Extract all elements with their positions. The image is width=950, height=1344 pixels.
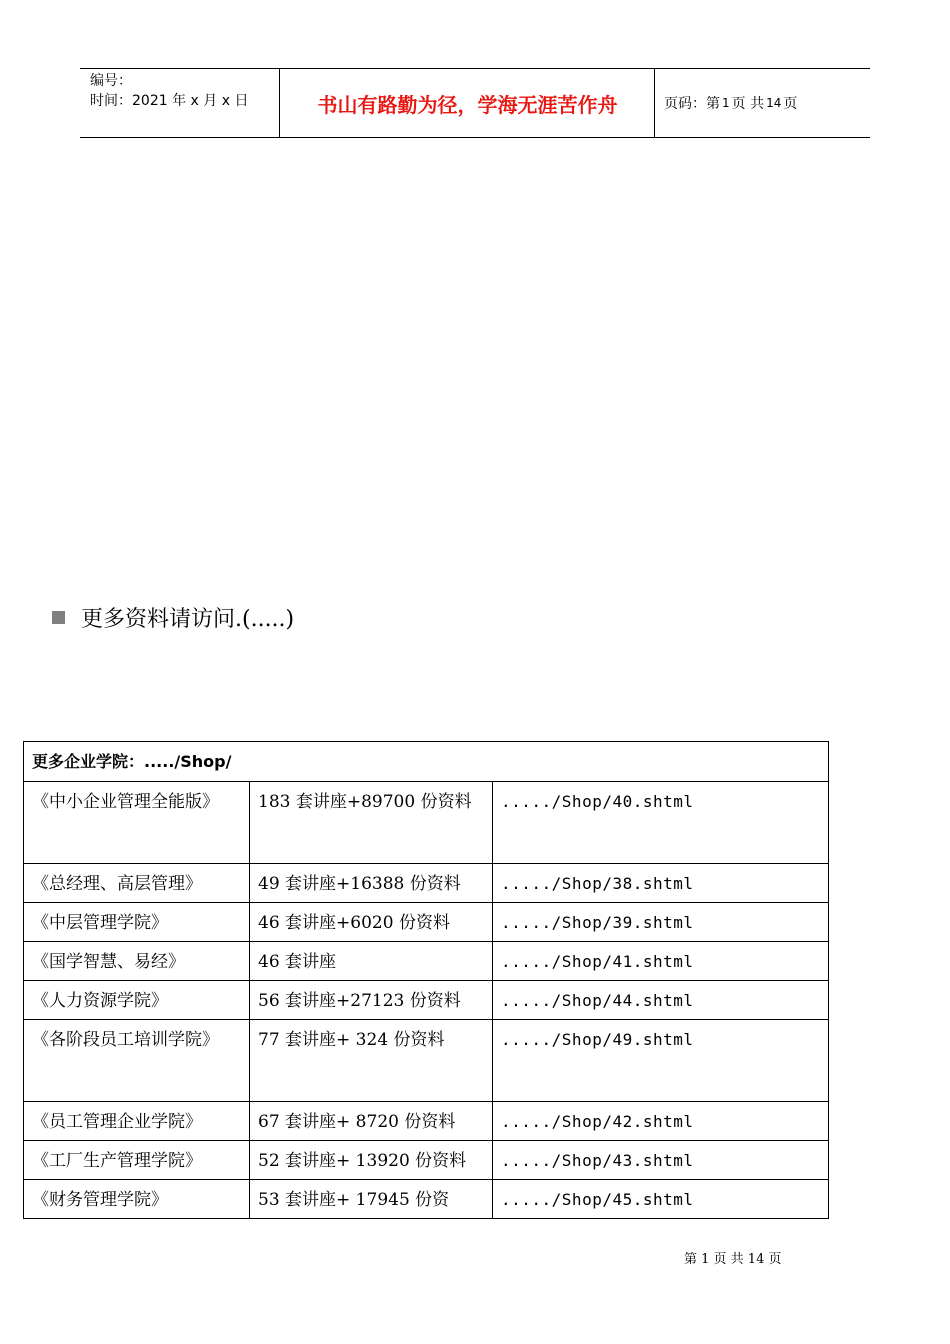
academy-count: 52 套讲座+ 13920 份资料 <box>250 1141 493 1180</box>
page-footer: 第 1 页 共 14 页 <box>684 1252 782 1267</box>
table-row <box>24 782 829 864</box>
academy-url[interactable]: ...../Shop/42.shtml <box>493 1102 829 1141</box>
page-suffix: 页 <box>783 96 798 112</box>
academy-url[interactable]: ...../Shop/49.shtml <box>493 1020 829 1102</box>
academy-count: 56 套讲座+27123 份资料 <box>250 981 493 1020</box>
table-row <box>24 1180 829 1219</box>
academy-name: 《工厂生产管理学院》 <box>24 1141 250 1180</box>
table-row <box>24 1141 829 1180</box>
table-row <box>24 981 829 1020</box>
academy-name: 《中层管理学院》 <box>24 903 250 942</box>
time-label: 时间：2021 年 x 月 x 日 <box>90 93 249 109</box>
academy-name: 《国学智慧、易经》 <box>24 942 250 981</box>
page-indicator <box>655 69 870 137</box>
table-row <box>24 864 829 903</box>
academy-name: 《员工管理企业学院》 <box>24 1102 250 1141</box>
number-label: 编号： <box>90 73 132 89</box>
academy-name: 《人力资源学院》 <box>24 981 250 1020</box>
academy-url[interactable]: ...../Shop/41.shtml <box>493 942 829 981</box>
academy-url[interactable]: ...../Shop/38.shtml <box>493 864 829 903</box>
page-number: 1 <box>722 96 730 110</box>
academy-count: 183 套讲座+89700 份资料 <box>250 782 493 864</box>
page-mid: 页 共 <box>731 96 765 112</box>
academy-url[interactable]: ...../Shop/43.shtml <box>493 1141 829 1180</box>
academy-name: 《各阶段员工培训学院》 <box>24 1020 250 1102</box>
academy-url[interactable]: ...../Shop/45.shtml <box>493 1180 829 1219</box>
table-row <box>24 942 829 981</box>
page-prefix: 页码：第 <box>664 96 720 112</box>
academy-count: 46 套讲座 <box>250 942 493 981</box>
academy-name: 《中小企业管理全能版》 <box>24 782 250 864</box>
academy-count: 67 套讲座+ 8720 份资料 <box>250 1102 493 1141</box>
header-meta <box>80 69 280 137</box>
table-row <box>24 1102 829 1141</box>
table-header: 更多企业学院：...../Shop/ <box>24 742 829 782</box>
academy-url[interactable]: ...../Shop/44.shtml <box>493 981 829 1020</box>
square-bullet-icon <box>52 611 65 624</box>
academy-count: 46 套讲座+6020 份资料 <box>250 903 493 942</box>
more-link-text[interactable]: 更多资料请访问.(.....) <box>81 607 295 632</box>
academy-table <box>23 741 829 1219</box>
academy-url[interactable]: ...../Shop/40.shtml <box>493 782 829 864</box>
header-slogan: 书山有路勤为径，学海无涯苦作舟 <box>281 69 655 137</box>
academy-name: 《财务管理学院》 <box>24 1180 250 1219</box>
page-total: 14 <box>766 96 782 110</box>
more-info-line <box>52 602 294 633</box>
page-header <box>80 68 870 138</box>
academy-name: 《总经理、高层管理》 <box>24 864 250 903</box>
academy-count: 53 套讲座+ 17945 份资 <box>250 1180 493 1219</box>
table-row <box>24 903 829 942</box>
academy-count: 77 套讲座+ 324 份资料 <box>250 1020 493 1102</box>
academy-count: 49 套讲座+16388 份资料 <box>250 864 493 903</box>
table-row <box>24 1020 829 1102</box>
academy-url[interactable]: ...../Shop/39.shtml <box>493 903 829 942</box>
